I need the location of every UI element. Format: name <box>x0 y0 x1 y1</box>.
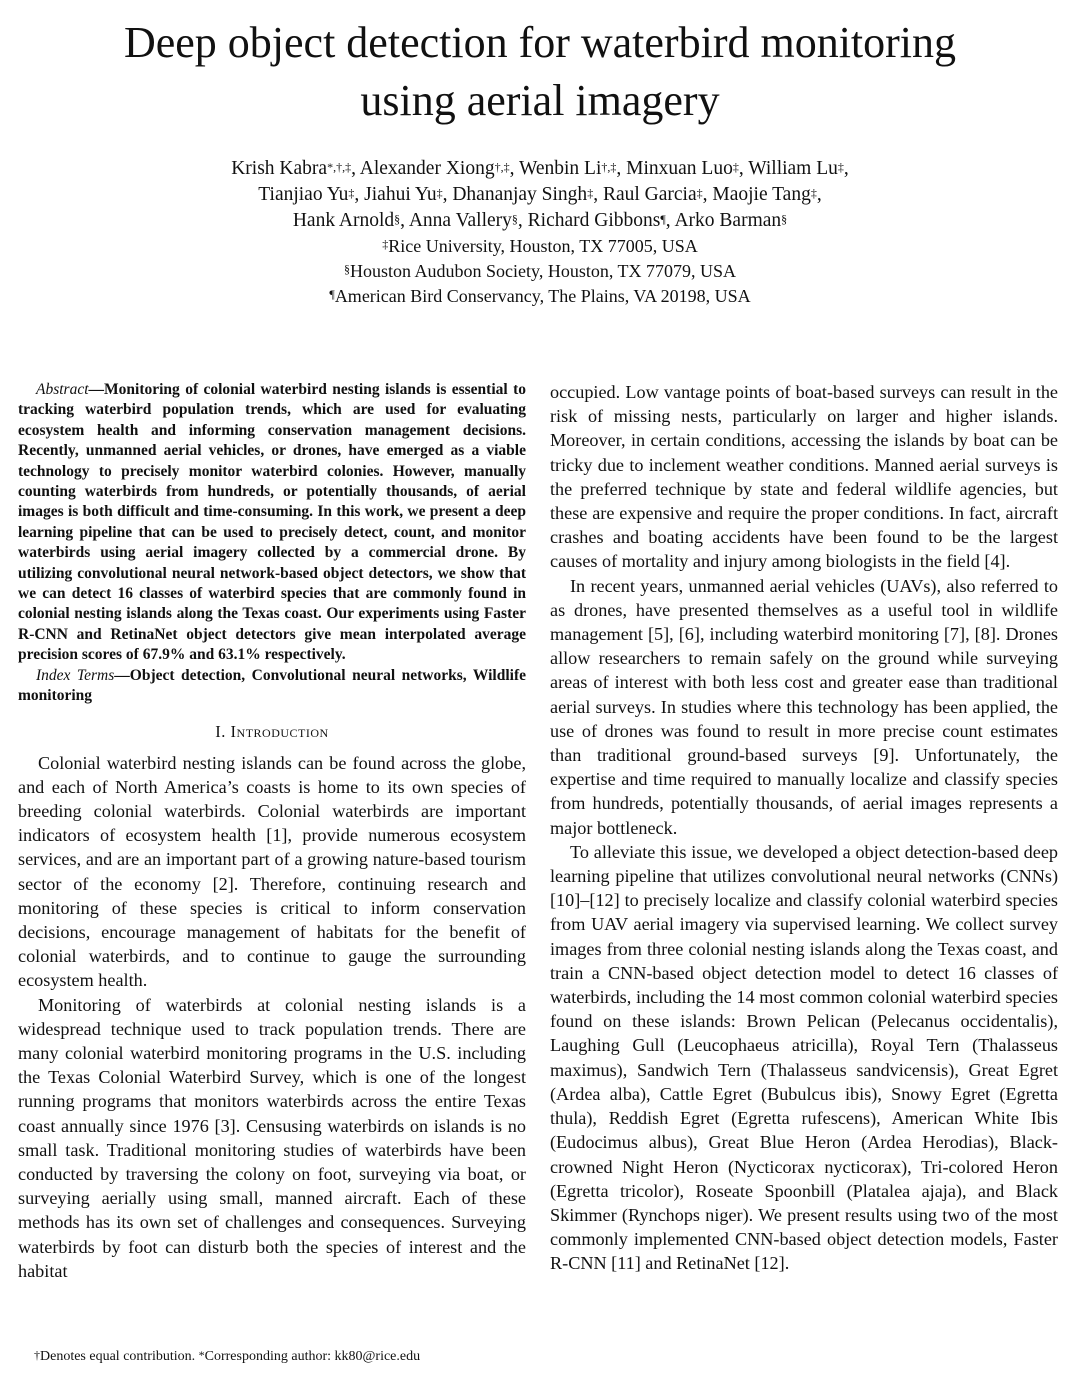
author-line-3: Hank Arnold§, Anna Vallery§, Richard Gibbons¶, Arko Barman§ <box>292 210 788 231</box>
affiliation-abc <box>0 284 1080 309</box>
intro-paragraph: To alleviate this issue, we developed a object detection-based deep learning pipeline that utilizes convolutional neural networks (CNNs) [10]–[12] to precisely localize and classify colonial waterbird species from UAV aerial imagery via supervised learning. We collect survey images from three colonial nesting islands along the Texas coast, and train a CNN-based object detection model to detect 16 classes of waterbirds, including the 14 most common colonial waterbird species found on these islands: Brown Pelican (Pelecanus occidentalis), Laughing Gull (Leucophaeus atricilla), Royal Tern (Thalasseus maximus), Sandwich Tern (Thalasseus sandvicensis), Great Egret (Ardea alba), Cattle Egret (Bubulcus ibis), Snowy Egret (Egretta thula), Reddish Egret (Egretta rufescens), American White Ibis (Eudocimus albus), Great Blue Heron (Ardea Herodias), Black-crowned Night Heron (Nycticorax nycticorax), Tri-colored Heron (Egretta tricolor), Roseate Spoonbill (Platalea ajaja), and Black Skimmer (Rynchops niger). We present results using two of the most commonly implemented CNN-based object detection models, Faster R-CNN [11] and RetinaNet [12]. <box>550 841 1058 1274</box>
section-title: Introduction <box>230 721 329 741</box>
author-affil-mark: § <box>781 212 788 226</box>
author-affil-mark: ‡ <box>732 160 739 174</box>
author-affil-mark: ‡ <box>696 186 703 200</box>
footnote-mark: † <box>34 1348 40 1362</box>
author-name: Arko Barman <box>674 210 782 231</box>
author-affil-mark: †,‡ <box>601 160 617 174</box>
section-heading-introduction <box>18 721 526 743</box>
author-name: Dhananjay Singh <box>452 184 588 205</box>
author-name: Maojie Tang <box>712 184 811 205</box>
author-affil-mark: *,†,‡ <box>327 160 352 174</box>
index-terms-label: Index Terms <box>36 666 115 684</box>
affiliation-text: Houston Audubon Society, Houston, TX 77079, USA <box>349 261 736 281</box>
author-affil-mark: ‡ <box>436 186 443 200</box>
affiliation-mark: ¶ <box>329 287 335 301</box>
author-name: Hank Arnold <box>292 210 395 231</box>
affiliation-mark: ‡ <box>382 237 389 251</box>
left-column <box>18 380 526 1283</box>
author-name: Jiahui Yu <box>364 184 437 205</box>
index-terms-text: —Object detection, Convolutional neural networks, Wildlife monitoring <box>18 666 526 705</box>
footnote <box>34 1348 420 1366</box>
author-name: William Lu <box>748 158 838 179</box>
author-line-1: Krish Kabra*,†,‡, Alexander Xiong†,‡, Wenbin Li†,‡, Minxuan Luo‡, William Lu‡, <box>231 158 849 179</box>
abstract <box>18 380 526 666</box>
footnote-text: Denotes equal contribution. <box>40 1349 199 1364</box>
affiliation-text: American Bird Conservancy, The Plains, VA 20198, USA <box>334 286 751 306</box>
author-line-2: Tianjiao Yu‡, Jiahui Yu‡, Dhananjay Singh‡, Raul Garcia‡, Maojie Tang‡, <box>258 184 822 205</box>
author-affil-mark: ‡ <box>810 186 817 200</box>
footnote-mark: * <box>198 1348 205 1362</box>
author-affil-mark: ¶ <box>660 212 666 226</box>
intro-paragraph: Colonial waterbird nesting islands can be found across the globe, and each of North America’s coasts is home to its own species of breeding colonial waterbirds. Colonial waterbirds are important indicators of ecosystem health [1], provide numerous ecosystem services, and are an important part of a growing nature-based tourism sector of the economy [2]. Therefore, continuing research and monitoring of these species is critical to inform conservation decisions, encourage management of habitats for the benefit of colonial waterbirds, and to continue to gauge the surrounding ecosystem health. <box>18 752 526 991</box>
title-line-1: Deep object detection for waterbird monitoring <box>123 18 957 67</box>
title-line-2: using aerial imagery <box>360 76 720 125</box>
author-affil-mark: ‡ <box>837 160 844 174</box>
right-column <box>550 380 1058 1276</box>
author-name: Tianjiao Yu <box>258 184 349 205</box>
footnote-text: Corresponding author: kk80@rice.edu <box>204 1349 421 1364</box>
affiliation-text: Rice University, Houston, TX 77005, USA <box>388 236 698 256</box>
abstract-text: —Monitoring of colonial waterbird nesting islands is essential to tracking waterbird population trends, which are used for evaluating ecosystem health and informing conservation management decisions. Recently, unmanned aerial vehicles, or drones, have emerged as a viable technology to precisely monitor waterbird colonies. However, manually counting waterbirds from hundreds, or potentially thousands, of aerial images is both difficult and time-consuming. In this work, we present a deep learning pipeline that can be used to precisely detect, count, and monitor waterbirds using aerial imagery collected by a commercial drone. By utilizing convolutional neural network-based object detectors, we show that we can detect 16 classes of waterbird species that are commonly found in colonial nesting islands along the Texas coast. Our experiments using Faster R-CNN and RetinaNet object detectors give mean interpolated average precision scores of 67.9% and 63.1% respectively. <box>18 381 526 664</box>
intro-paragraph: Monitoring of waterbirds at colonial nesting islands is a widespread technique used to track population trends. There are many colonial waterbird monitoring programs in the U.S. including the Texas Colonial Waterbird Survey, which is one of the longest running programs that monitors waterbirds across the entire Texas coast annually since 1976 [3]. Censusing waterbirds on islands is no small task. Traditional monitoring studies of waterbirds have been conducted by traversing the colony on foot, surveying via boat, or surveying aerially using small, manned aircraft. Each of these methods has its own set of challenges and consequences. Surveying waterbirds by foot can disturb both the species of interest and the habitat <box>18 994 526 1281</box>
paper-title <box>0 14 1080 130</box>
abstract-label: Abstract <box>36 381 89 398</box>
author-affil-mark: ‡ <box>587 186 594 200</box>
author-affil-mark: ‡ <box>348 186 355 200</box>
author-affil-mark: § <box>394 212 401 226</box>
author-name: Alexander Xiong <box>359 158 495 179</box>
affiliation-rice <box>0 234 1080 259</box>
section-number: I. <box>215 721 226 741</box>
author-block <box>0 156 1080 309</box>
author-affil-mark: § <box>511 212 518 226</box>
author-name: Minxuan Luo <box>626 158 733 179</box>
affiliation-mark: § <box>343 262 350 276</box>
intro-paragraph: In recent years, unmanned aerial vehicles (UAVs), also referred to as drones, have presented themselves as a useful tool in wildlife management [5], [6], including waterbird monitoring [7], [8]. Drones allow researchers to remain safely on the ground while surveying areas of interest with both less cost and greater ease than traditional aerial surveys. In studies where this technology has been applied, the use of drones was found to result in more precise count estimates than traditional ground-based surveys [9]. Unfortunately, the expertise and time required to manually localize and classify species from hundreds, potentially thousands, of aerial images represents a major bottleneck. <box>550 575 1058 838</box>
author-affil-mark: †,‡ <box>494 160 510 174</box>
author-name: Anna Vallery <box>408 210 512 231</box>
author-name: Wenbin Li <box>519 158 602 179</box>
index-terms <box>18 666 526 707</box>
author-name: Raul Garcia <box>602 184 697 205</box>
affiliation-audubon <box>0 259 1080 284</box>
author-name: Richard Gibbons <box>527 210 661 231</box>
intro-paragraph: occupied. Low vantage points of boat-based surveys can result in the risk of missing nests, particularly on larger and higher islands. Moreover, in certain conditions, accessing the islands by boat can be tricky due to inclement weather conditions. Manned aerial surveys is the preferred technique by state and federal wildlife agencies, but these are expensive and require the proper conditions. In fact, aircraft crashes and boating accidents have been found to be the largest causes of mortality and injury among biologists in the field [4]. <box>550 382 1058 572</box>
author-name: Krish Kabra <box>231 158 328 179</box>
